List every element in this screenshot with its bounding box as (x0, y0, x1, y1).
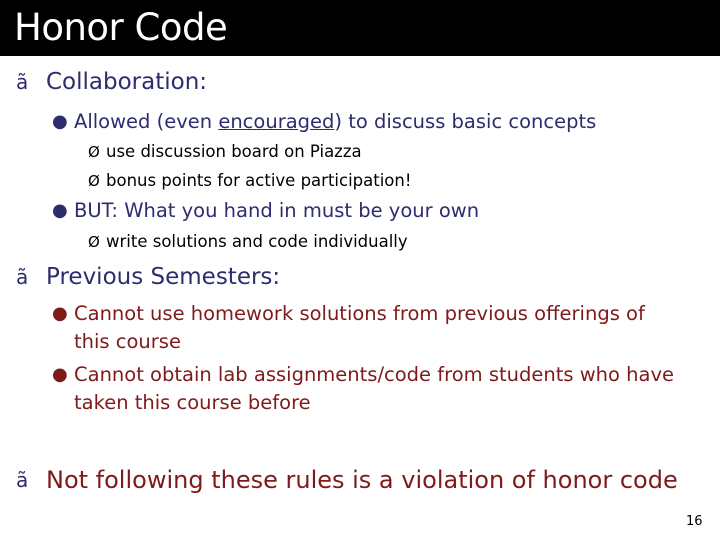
level1-bullet-icon: ã (16, 468, 29, 492)
honor-code-rule: Not following these rules is a violation of honor code (46, 466, 678, 494)
level2-bullet-icon: ● (52, 364, 68, 385)
level3-bullet-icon: Ø (88, 172, 100, 190)
level2-bullet-icon: ● (52, 111, 68, 132)
level3-bullet-icon: Ø (88, 233, 100, 251)
page-number: 16 (686, 514, 703, 529)
encouraged-link[interactable]: encouraged (218, 110, 335, 133)
previous-heading: Previous Semesters: (46, 264, 281, 290)
collaboration-heading: Collaboration: (46, 69, 208, 95)
level1-bullet-icon: ã (16, 265, 29, 289)
level3-bullet-icon: Ø (88, 143, 100, 161)
level1-bullet-icon: ã (16, 70, 29, 94)
allowed-text: Allowed (even encouraged) to discuss basic concepts (74, 110, 597, 133)
title-bar (0, 0, 720, 56)
level2-bullet-icon: ● (52, 200, 68, 221)
slide-title: Honor Code (14, 6, 228, 49)
level2-bullet-icon: ● (52, 303, 68, 324)
